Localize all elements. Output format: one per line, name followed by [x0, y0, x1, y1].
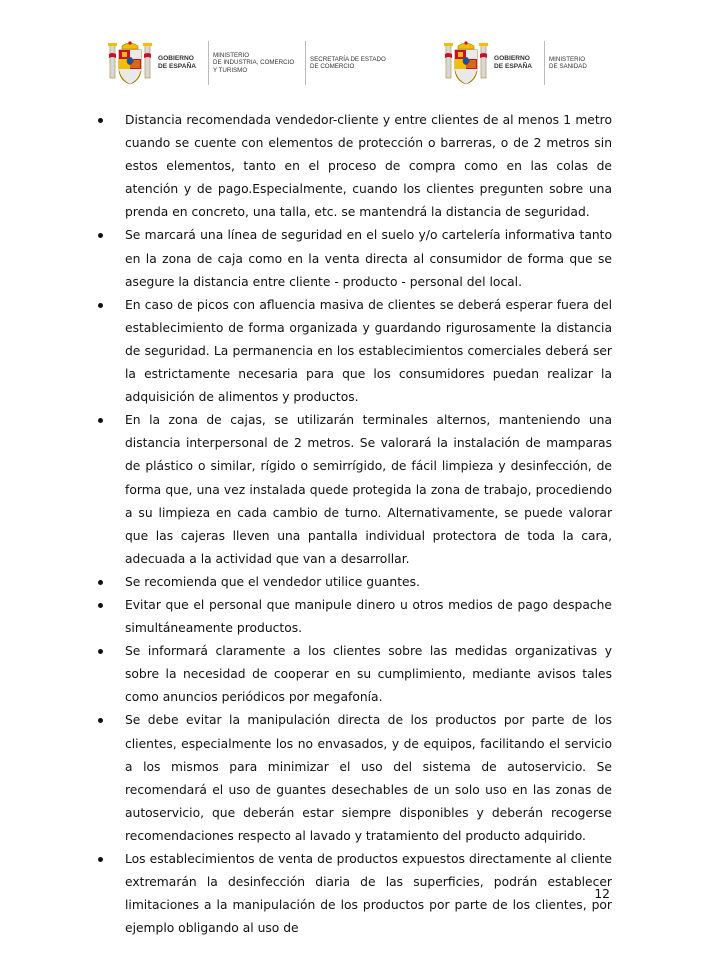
document-body — [98, 109, 612, 940]
divider — [544, 41, 545, 85]
ministry-label: MINISTERIO DE SANIDAD — [549, 55, 587, 70]
list-item: Se informará claramente a los clientes sobre las medidas organizativas y sobre la necesidad de cooperar en su cumplimiento, mediante avisos tales como anuncios periódicos por megafonía. — [98, 640, 612, 709]
list-item: Se marcará una línea de seguridad en el suelo y/o cartelería informativa tanto en la zona de caja como en la venta directa al consumidor de forma que se asegure la distancia entre cliente - producto - personal del local. — [98, 224, 612, 293]
coat-of-arms-icon — [444, 40, 488, 86]
divider — [208, 41, 209, 85]
bullet-icon — [98, 580, 103, 585]
list-item: Se debe evitar la manipulación directa de los productos por parte de los clientes, especialmente los no envasados, y de equipos, facilitando el servicio a los mismos para minimizar el uso del sistema de autoservicio. Se recomendará el uso de guantes desechables de un solo uso en las zonas de autoservicio, que deberán estar siempre disponibles y deberán recogerse recomendaciones respecto al lavado y tratamiento del producto adquirido. — [98, 709, 612, 848]
bullet-icon — [98, 233, 103, 238]
gobierno-label: GOBIERNO DE ESPAÑA — [494, 55, 532, 70]
list-item: Distancia recomendada vendedor-cliente y entre clientes de al menos 1 metro cuando se cuente con elementos de protección o barreras, o de 2 metros sin estos elementos, tanto en el proceso de compra como en las colas de atención y de pago.Especialmente, cuando los clientes pregunten sobre una prenda en concreto, una talla, etc. se mantendrá la distancia de seguridad. — [98, 109, 612, 224]
list-item: En caso de picos con afluencia masiva de clientes se deberá esperar fuera del establecimiento de forma organizada y guardando rigurosamente la distancia de seguridad. La permanencia en los establecimientos comerciales deberá ser la estrictamente necesaria para que los consumidores puedan realizar la adquisición de alimentos y productos. — [98, 294, 612, 409]
logo-block-right — [444, 36, 611, 90]
bullet-icon — [98, 649, 103, 654]
page-header — [0, 36, 720, 96]
list-item: En la zona de cajas, se utilizarán terminales alternos, manteniendo una distancia interpersonal de 2 metros. Se valorará la instalación de mamparas de plástico o similar, rígido o semirrígido, de fácil limpieza y desinfección, de forma que, una vez instalada quede protegida la zona de trabajo, procediendo a su limpieza en cada cambio de turno. Alternativamente, se puede valorar que las cajeras lleven una pantalla individual protectora de toda la cara, adecuada a la actividad que van a desarrollar. — [98, 409, 612, 571]
coat-of-arms-icon — [108, 40, 152, 86]
bullet-icon — [98, 718, 103, 723]
bullet-icon — [98, 418, 103, 423]
divider — [305, 41, 306, 85]
gobierno-label: GOBIERNO DE ESPAÑA — [158, 55, 196, 70]
logo-block-left — [108, 36, 390, 90]
page-number: 12 — [594, 887, 610, 901]
ministry-label: MINISTERIO DE INDUSTRIA, COMERCIO Y TURISMO — [213, 51, 295, 74]
bullet-list — [98, 109, 612, 940]
list-item: Evitar que el personal que manipule dinero u otros medios de pago despache simultáneamente productos. — [98, 594, 612, 640]
bullet-icon — [98, 118, 103, 123]
list-item: Los establecimientos de venta de productos expuestos directamente al cliente extremarán la desinfección diaria de las superficies, podrán establecer limitaciones a la manipulación de los productos por parte de los clientes, por ejemplo obligando al uso de — [98, 848, 612, 940]
list-item: Se recomienda que el vendedor utilice guantes. — [98, 571, 612, 594]
bullet-icon — [98, 603, 103, 608]
bullet-icon — [98, 857, 103, 862]
secretary-label: SECRETARÍA DE ESTADO DE COMERCIO — [310, 55, 386, 70]
bullet-icon — [98, 303, 103, 308]
